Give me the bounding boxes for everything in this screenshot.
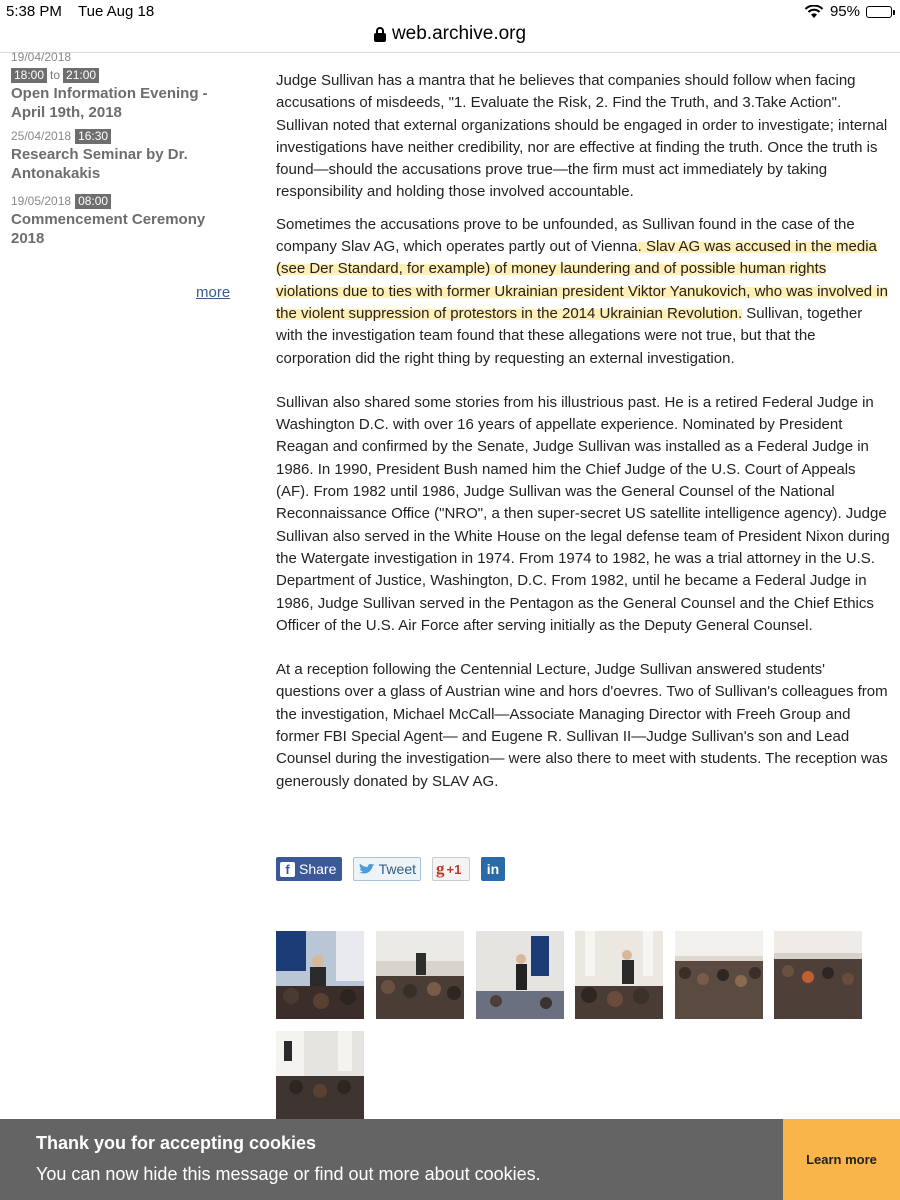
gallery-thumbnail[interactable]	[476, 931, 564, 1019]
status-bar	[0, 0, 900, 22]
article-paragraph: At a reception following the Centennial Lecture, Judge Sullivan answered students' questions over a glass of Austrian wine and hors d'oevres. Two of Sullivan's colleagues from the investigation, Michael McCall—Associate Managing Director with Freeh Group and former FBI Special Agent— and Eugene R. Sullivan II—Judge Sullivan's son and Lead Counsel during the investigation— were also there to meet with students. The reception was generously donated by SLAV AG.	[276, 661, 888, 790]
event-item	[11, 127, 241, 183]
status-date: Tue Aug 18	[78, 3, 155, 20]
event-title-link[interactable]: Open Information Evening - April 19th, 2018	[11, 85, 208, 121]
learn-more-button[interactable]: Learn more	[783, 1119, 900, 1200]
event-item	[11, 192, 241, 248]
article-paragraph: Sullivan also shared some stories from his illustrious past. He is a retired Federal Judge in Washington D.C. with over 16 years of appellate experience. Nominated by President Reagan and confirmed by the Senate, Judge Sullivan was installed as a Federal Judge in 1986. In 1990, President Bush named him the Chief Judge of the U.S. Court of Appeals (AF). From 1982 until 1986, Judge Sullivan was the General Counsel of the National Reconnaissance Office ("NRO", a then super-secret US satellite intelligence agency). Judge Sullivan also served in the White House on the legal defense team of President Nixon during the Watergate investigation in 1974. From 1974 to 1982, he was a trial attorney in the U.S. Department of Justice, Washington, D.C. From 1982, until he became a Federal Judge in 1986, Judge Sullivan served in the Pentagon as the General Counsel and the Chief Ethics Officer of the U.S. Air Force after serving initially as the Deputy General Counsel.	[276, 393, 890, 634]
highlighted-text: . Slav AG was accused in the media (see Der Standard, for example) of money laundering and of possible human rights violations due to ties with former Ukrainian president Viktor Yanukovich, who was involved in the violent suppression of protestors in the 2014 Ukrainian Revolution.	[276, 238, 888, 322]
gallery-thumbnail[interactable]	[675, 931, 763, 1019]
more-events-link[interactable]: more	[196, 284, 231, 301]
event-date: 19/05/2018 08:00	[11, 194, 111, 209]
share-buttons	[276, 857, 505, 881]
event-start-time: 18:00	[11, 68, 47, 83]
article-paragraph: Judge Sullivan has a mantra that he believes that companies should follow when facing accusations of misdeeds, "1. Evaluate the Risk, 2. Find the Truth, and 3.Take Action". Sullivan noted that external organizations should be engaged in order to investigate; internal investigations have neither credibility, nor are effective at finding the truth. Once the truth is found—should the accusations prove true—the firm must act immediately by taking responsibility and holding those involved accountable.	[276, 72, 888, 201]
facebook-icon: f	[280, 862, 295, 877]
event-title-link[interactable]: Research Seminar by Dr. Antonakakis	[11, 146, 188, 182]
article-paragraph: Sometimes the accusations prove to be unfounded, as Sullivan found in the case of the company Slav AG, which operates partly out of Vienna. Slav AG was accused in the media (see Der Standard, for example) of money laundering and of possible human rights violations due to ties with former Ukrainian president Viktor Yanukovich, who was involved in the violent suppression of protestors in the 2014 Ukrainian Revolution. Sullivan, together with the investigation team found that these allegations were not true, but that the corporation did the right thing by requesting an external investigation.	[276, 215, 888, 367]
event-start-time: 08:00	[75, 194, 111, 209]
event-date: 25/04/2018 16:30	[11, 129, 111, 144]
gallery-thumbnail[interactable]	[276, 931, 364, 1019]
event-end-time: 21:00	[63, 68, 99, 83]
linkedin-button[interactable]: in	[481, 857, 505, 881]
article-body	[276, 70, 891, 803]
twitter-bird-icon	[358, 863, 376, 876]
battery-percent: 95%	[829, 3, 860, 20]
event-start-time: 16:30	[75, 129, 111, 144]
battery-icon	[866, 6, 892, 18]
gallery-thumbnail[interactable]	[774, 931, 862, 1019]
cookie-banner	[0, 1119, 900, 1200]
event-to: to	[50, 68, 61, 82]
gallery-thumbnail[interactable]	[575, 931, 663, 1019]
gallery-thumbnail[interactable]	[276, 1031, 364, 1119]
wifi-icon	[804, 5, 824, 19]
url-text: web.archive.org	[391, 23, 527, 44]
gallery-thumbnail[interactable]	[376, 931, 464, 1019]
event-date: 19/04/2018	[11, 50, 72, 64]
status-right	[804, 3, 892, 20]
cookie-message: You can now hide this message or find out more about cookies.	[36, 1164, 541, 1184]
lock-icon	[374, 27, 386, 42]
twitter-tweet-button[interactable]: Tweet	[353, 857, 421, 881]
status-time: 5:38 PM	[6, 3, 62, 20]
google-plus-icon: g	[436, 859, 445, 878]
google-plus-button[interactable]: g +1	[432, 857, 470, 881]
event-title-link[interactable]: Commencement Ceremony 2018	[11, 211, 206, 247]
event-item	[11, 48, 241, 122]
cookie-title: Thank you for accepting cookies	[36, 1133, 317, 1153]
facebook-share-button[interactable]: f Share	[276, 857, 342, 881]
